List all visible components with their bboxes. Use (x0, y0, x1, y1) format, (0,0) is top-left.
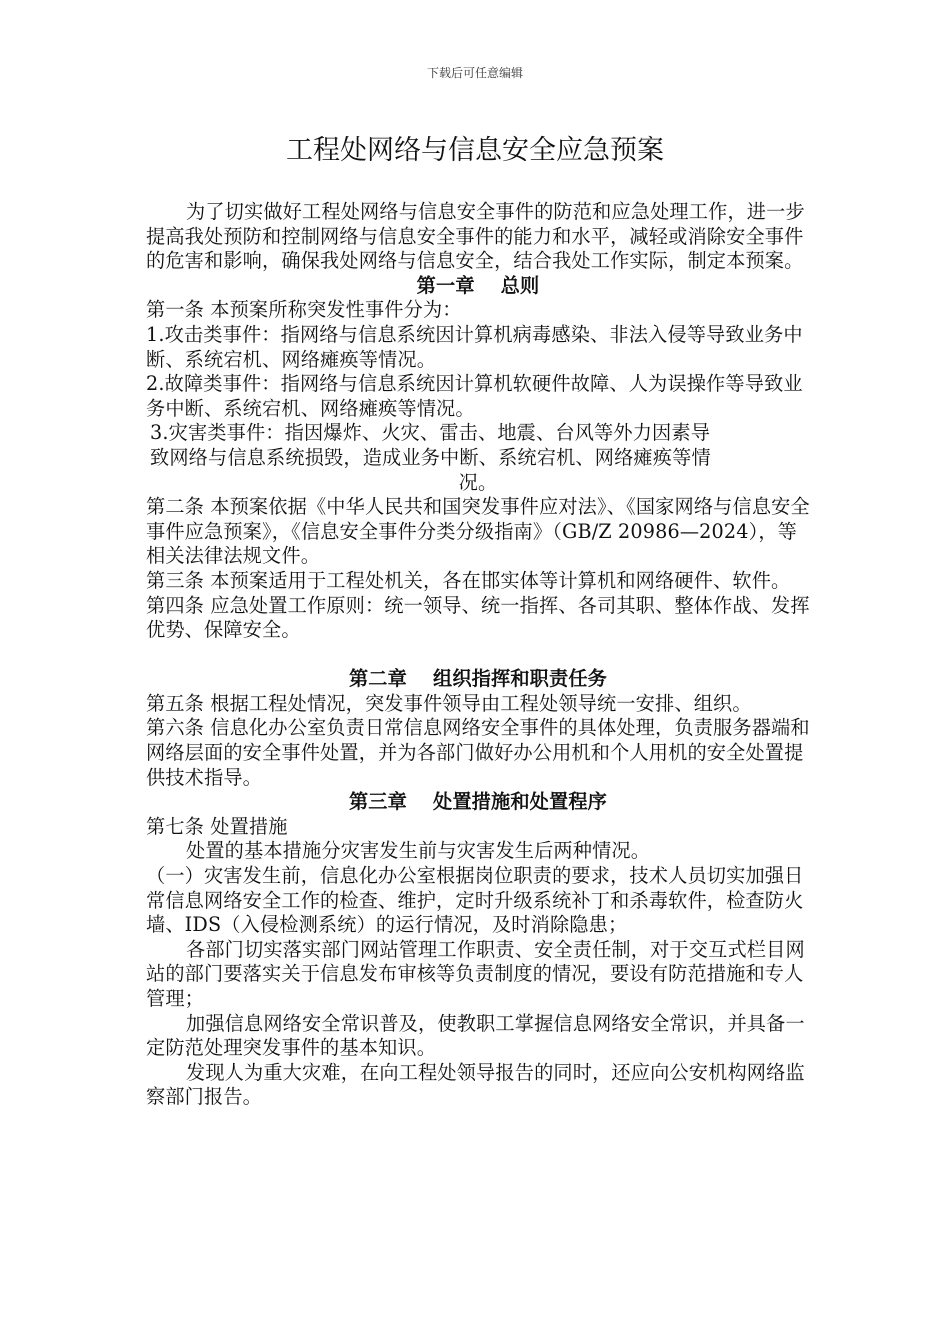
header-note: 下载后可任意编辑 (426, 66, 523, 80)
document-title: 工程处网络与信息安全应急预案 (286, 135, 664, 166)
intro-paragraph: 为了切实做好工程处网络与信息安全事件的防范和应急处理工作，进一步提高我处预防和控制网络与信息安全事件的能力和水平，减轻或消除安全事件的危害和影响，确保我处网络与信息安全，结合我处工作实际，制定本预案。 (146, 200, 805, 273)
measures-report: 发现人为重大灾难，在向工程处领导报告的同时，还应向公安机构网络监察部门报告。 (146, 1060, 805, 1109)
chapter-2-number: 第二章 (348, 667, 407, 691)
article-2: 第二条 本预案依据《中华人民共和国突发事件应对法》、《国家网络与信息安全事件应急预案》，《信息安全事件分类分级指南》（GB/Z 20986—2024），等相关法律法规文件。 (146, 495, 810, 568)
chapter-1-name: 总则 (500, 273, 540, 297)
measures-awareness: 加强信息网络安全常识普及，使教职工掌握信息网络安全常识，并具备一定防范处理突发事件的基本知识。 (146, 1011, 805, 1060)
article-6: 第六条 信息化办公室负责日常信息网络安全事件的具体处理，负责服务器端和网络层面的安全事件处置，并为各部门做好办公用机和个人用机的安全处置提供技术指导。 (146, 716, 810, 789)
chapter-2-name: 组织指挥和职责任务 (432, 667, 608, 691)
list-item-disaster-line-1: 3.灾害类事件：指因爆炸、火灾、雷击、地震、台风等外力因素导 (150, 421, 711, 445)
list-item-disaster-line-2: 致网络与信息系统损毁，造成业务中断、系统宕机、网络瘫痪等情 (150, 445, 711, 469)
article-7: 第七条 处置措施 (146, 814, 288, 838)
article-4: 第四条 应急处置工作原则：统一领导、统一指挥、各司其职、整体作战、发挥优势、保障安全。 (146, 593, 810, 642)
measures-departments: 各部门切实落实部门网站管理工作职责、安全责任制，对于交互式栏目网站的部门要落实关于信息发布审核等负责制度的情况，要设有防范措施和专人管理； (146, 937, 805, 1010)
chapter-2-heading (146, 667, 810, 692)
article-5: 第五条 根据工程处情况，突发事件领导由工程处领导统一安排、组织。 (146, 691, 752, 715)
list-item-disaster-line-3: 况。 (458, 470, 498, 494)
list-item-attack: 1.攻击类事件：指网络与信息系统因计算机病毒感染、非法入侵等导致业务中断、系统宕机、网络瘫痪等情况。 (146, 322, 803, 371)
blank-line (146, 643, 810, 668)
chapter-3-heading (146, 790, 810, 815)
measures-intro: 处置的基本措施分灾害发生前与灾害发生后两种情况。 (186, 839, 651, 863)
document-body (146, 200, 810, 1110)
list-item-fault: 2.故障类事件：指网络与信息系统因计算机软硬件故障、人为误操作等导致业务中断、系统宕机、网络瘫痪等情况。 (146, 372, 803, 420)
article-3: 第三条 本预案适用于工程处机关，各在邯实体等计算机和网络硬件、软件。 (146, 568, 791, 592)
article-1: 第一条 本预案所称突发性事件分为： (146, 298, 462, 322)
chapter-1-number: 第一章 (416, 273, 475, 297)
chapter-3-number: 第三章 (348, 790, 407, 814)
chapter-3-name: 处置措施和处置程序 (432, 790, 608, 814)
measures-before-disaster: （一）灾害发生前，信息化办公室根据岗位职责的要求，技术人员切实加强日常信息网络安全工作的检查、维护，定时升级系统补丁和杀毒软件，检查防火墙、IDS（入侵检测系统）的运行情况，及时消除隐患； (146, 864, 804, 937)
chapter-1-heading (146, 274, 810, 299)
